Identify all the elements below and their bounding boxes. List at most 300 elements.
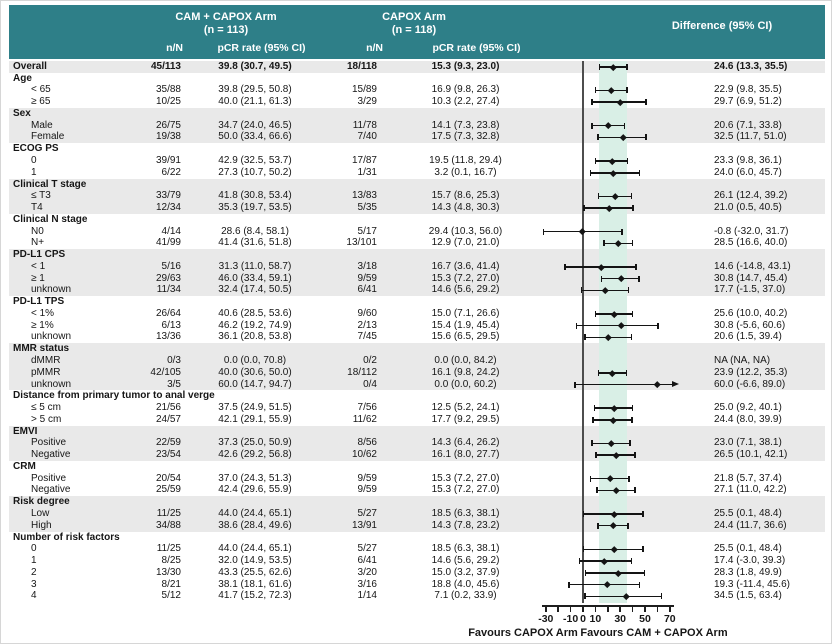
arm2-pcr-value: 12.5 (5.2, 24.1) (431, 402, 500, 414)
arm1-pcr-value: 37.0 (24.3, 51.3) (218, 472, 292, 484)
ci-plot-cell (536, 73, 706, 85)
arm2-pcr-value: 14.3 (4.8, 30.3) (431, 202, 500, 214)
arm2-nN-value: 7/40 (357, 131, 377, 143)
point-estimate-marker (617, 99, 623, 105)
arm1-nN-value: 11/34 (156, 284, 181, 296)
arm1-nN-value: 19/38 (155, 131, 181, 143)
arm2-nN-value: 9/59 (357, 272, 377, 284)
ci-plot-cell (536, 226, 706, 238)
table-row (9, 461, 825, 473)
arm2-pcr-value: 12.9 (7.0, 21.0) (431, 237, 500, 249)
arm1-pcr-value: 0.0 (0.0, 70.8) (223, 355, 287, 367)
arm2-nN-value: 2/13 (357, 319, 377, 331)
arm1-pcr-value: 37.5 (24.9, 51.5) (218, 402, 292, 414)
arm2-sample-size: (n = 118) (391, 24, 437, 36)
row-label: Low (31, 507, 50, 519)
axis-tick-label: -10 (563, 613, 579, 625)
axis-tick (644, 605, 646, 612)
arm1-nN-value: 34/88 (155, 519, 181, 531)
row-label: Positive (31, 437, 67, 449)
ci-lower-cap (576, 323, 578, 329)
difference-value: 24.4 (11.7, 36.6) (714, 519, 787, 531)
arm2-pcr-value: 15.7 (8.6, 25.3) (431, 190, 500, 202)
table-row (9, 438, 825, 450)
row-label: T4 (31, 202, 43, 214)
difference-value: 14.6 (-14.8, 43.1) (714, 260, 791, 272)
ci-upper-cap (626, 370, 628, 376)
row-label: CRM (13, 460, 36, 472)
arm1-nN-value: 13/30 (155, 566, 181, 578)
ci-upper-cap (632, 311, 634, 317)
arm2-nN-value: 11/78 (352, 119, 377, 131)
ci-lower-cap (592, 417, 594, 423)
favours-left-label: Favours CAPOX Arm (468, 627, 578, 639)
arm2-nN-value: 3/18 (357, 260, 377, 272)
ci-upper-cap (645, 99, 647, 105)
arm1-nN-value: 0/3 (167, 355, 181, 367)
arm1-nN-value: 20/54 (155, 472, 181, 484)
arm2-pcr-value: 14.3 (6.4, 26.2) (431, 437, 500, 449)
arm1-pcr-value: 43.3 (25.5, 62.6) (218, 566, 292, 578)
difference-value: 24.0 (6.0, 45.7) (714, 166, 782, 178)
difference-value: 23.0 (7.1, 38.1) (714, 437, 782, 449)
table-row (9, 320, 825, 332)
row-label: 3 (31, 578, 37, 590)
difference-value: 19.3 (-11.4, 45.6) (714, 578, 790, 590)
axis-tick-label: 0 (580, 613, 586, 625)
ci-lower-cap (564, 264, 566, 270)
row-label: 1 (31, 166, 37, 178)
axis-tick (669, 605, 671, 612)
point-estimate-marker (610, 417, 616, 423)
ci-plot-cell (536, 190, 706, 202)
table-row (9, 532, 825, 544)
arm2-nN-value: 9/59 (357, 484, 377, 496)
difference-value: 21.8 (5.7, 37.4) (714, 472, 782, 484)
axis-tick-label: 30 (614, 613, 627, 625)
point-estimate-marker (604, 581, 610, 587)
point-estimate-marker (598, 264, 604, 270)
table-row (9, 120, 825, 132)
point-estimate-marker (618, 275, 624, 281)
ci-upper-cap (628, 476, 630, 482)
arm1-pcr-value: 32.4 (17.4, 50.5) (218, 284, 292, 296)
arm1-nN-value: 21/56 (155, 402, 181, 414)
difference-value: 23.9 (12.2, 35.3) (714, 366, 788, 378)
arm1-nN-value: 39/91 (155, 155, 181, 166)
arm1-pcr-column-header: pCR rate (95% CI) (217, 42, 306, 54)
point-estimate-marker (607, 475, 613, 481)
point-estimate-marker (579, 228, 585, 234)
arm1-pcr-value: 42.4 (29.6, 55.9) (218, 484, 292, 496)
ci-upper-cap (661, 593, 663, 599)
axis-tick (582, 605, 584, 612)
arm2-nN-value: 18/112 (347, 366, 377, 378)
difference-value: 22.9 (9.8, 35.5) (714, 84, 782, 96)
arm2-nN-value: 0/4 (363, 378, 377, 390)
arm2-pcr-value: 3.2 (0.1, 16.7) (434, 166, 497, 178)
arm2-nN-value: 1/14 (357, 590, 377, 602)
difference-value: 27.1 (11.0, 42.2) (714, 484, 787, 496)
ci-plot-cell (536, 496, 706, 508)
axis-tick-label: 50 (639, 613, 651, 625)
arm1-nN-value: 13/36 (155, 331, 181, 343)
axis-tick (607, 605, 609, 612)
ci-lower-cap (598, 370, 600, 376)
difference-value: 20.6 (1.5, 39.4) (714, 331, 782, 343)
arm2-nN-value: 3/20 (357, 566, 377, 578)
table-row (9, 367, 825, 379)
table-row (9, 579, 825, 591)
arm1-nN-value: 29/63 (155, 272, 181, 284)
arm2-pcr-value: 10.3 (2.2, 27.4) (431, 96, 500, 108)
difference-header: Difference (95% CI) (671, 20, 773, 32)
difference-value: -0.8 (-32.0, 31.7) (714, 225, 789, 237)
ci-upper-cap (627, 523, 629, 529)
ci-lower-cap (591, 99, 593, 105)
arm1-pcr-value: 31.3 (11.0, 58.7) (218, 260, 292, 272)
arm2-nN-value: 6/41 (357, 555, 377, 567)
ci-plot-cell (536, 285, 706, 297)
row-label: 0 (31, 543, 37, 555)
point-estimate-marker (609, 370, 615, 376)
ci-lower-cap (595, 311, 597, 317)
ci-upper-cap (639, 582, 641, 588)
arm1-pcr-value: 35.3 (19.7, 53.5) (218, 202, 292, 214)
arm1-pcr-value: 41.4 (31.6, 51.8) (218, 237, 292, 249)
row-label: Negative (31, 484, 71, 496)
difference-value: NA (NA, NA) (714, 355, 771, 367)
difference-value: 17.4 (-3.0, 39.3) (714, 555, 786, 567)
axis-tick (557, 605, 559, 612)
arm1-pcr-value: 28.6 (8.4, 58.1) (221, 225, 289, 237)
arm1-nN-value: 41/99 (155, 237, 181, 249)
table-row (9, 567, 825, 579)
table-row (9, 96, 825, 108)
arm1-title: CAM + CAPOX Arm (175, 11, 277, 23)
ci-plot-cell (536, 108, 706, 120)
row-label: Negative (31, 449, 71, 461)
axis-tick (570, 605, 572, 612)
difference-value: 23.3 (9.8, 36.1) (714, 155, 782, 166)
ci-plot-cell (536, 543, 706, 555)
table-row (9, 73, 825, 85)
arm1-pcr-value: 44.0 (24.4, 65.1) (218, 507, 292, 519)
ci-plot-cell (536, 567, 706, 579)
point-estimate-marker (615, 570, 621, 576)
ci-lower-cap (590, 170, 592, 176)
table-row (9, 402, 825, 414)
arm1-pcr-value: 41.8 (30.8, 53.4) (218, 190, 292, 202)
point-estimate-marker (602, 287, 608, 293)
arm1-pcr-value: 32.0 (14.9, 53.5) (218, 555, 292, 567)
arm1-nN-value: 8/21 (161, 578, 181, 590)
ci-plot-cell (536, 438, 706, 450)
table-row (9, 132, 825, 144)
arm1-pcr-value: 40.0 (21.1, 61.3) (218, 96, 292, 108)
table-row (9, 520, 825, 532)
point-estimate-marker (610, 64, 616, 70)
difference-value: 25.5 (0.1, 48.4) (714, 543, 782, 555)
ci-upper-cap (628, 287, 630, 293)
row-label: ECOG PS (13, 143, 59, 155)
arm2-nN-value: 13/91 (351, 519, 377, 531)
point-estimate-marker (613, 452, 619, 458)
table-row (9, 226, 825, 238)
arm1-nN-value: 6/13 (161, 319, 181, 331)
ci-plot-cell (536, 343, 706, 355)
row-label: 4 (31, 590, 37, 602)
ci-upper-cap (632, 205, 634, 211)
difference-value: 30.8 (-5.6, 60.6) (714, 319, 786, 331)
table-row (9, 108, 825, 120)
arm2-nN-value: 18/118 (346, 60, 377, 72)
row-label: 1 (31, 555, 37, 567)
table-row (9, 449, 825, 461)
arm2-pcr-value: 15.3 (7.2, 27.0) (431, 472, 500, 484)
row-label: ≥ 1% (31, 319, 54, 331)
ci-lower-cap (597, 134, 599, 140)
ci-upper-cap (638, 276, 640, 282)
ci-plot-cell (536, 414, 706, 426)
arm1-nN-value: 25/59 (155, 484, 181, 496)
point-estimate-marker (605, 123, 611, 129)
difference-value: 30.8 (14.7, 45.4) (714, 272, 788, 284)
ci-plot-cell (536, 120, 706, 132)
ci-upper-cap (626, 87, 628, 93)
point-estimate-marker (611, 405, 617, 411)
ci-plot-cell (536, 202, 706, 214)
difference-value: 24.4 (8.0, 39.9) (714, 413, 782, 425)
ci-plot-cell (536, 473, 706, 485)
arm1-nN-value: 12/34 (155, 202, 181, 214)
ci-plot-cell (536, 308, 706, 320)
arm2-pcr-value: 15.6 (6.5, 29.5) (431, 331, 500, 343)
ci-lower-cap (543, 229, 545, 235)
row-label: High (31, 519, 52, 531)
table-row (9, 249, 825, 261)
difference-value: 20.6 (7.1, 33.8) (714, 119, 782, 131)
arm2-pcr-value: 7.1 (0.2, 33.9) (434, 590, 497, 602)
ci-plot-cell (536, 461, 706, 473)
arm1-nN-value: 11/25 (156, 543, 181, 555)
axis-tick (619, 605, 621, 612)
arm2-pcr-value: 14.6 (5.6, 29.2) (431, 284, 500, 296)
arm2-pcr-value: 16.1 (9.8, 24.2) (431, 366, 500, 378)
difference-value: 60.0 (-6.6, 89.0) (714, 378, 786, 390)
difference-value: 28.3 (1.8, 49.9) (714, 566, 782, 578)
row-label: N+ (31, 237, 45, 249)
ci-plot-cell (536, 96, 706, 108)
arm2-pcr-value: 16.9 (9.8, 26.3) (431, 84, 500, 96)
difference-value: 17.7 (-1.5, 37.0) (714, 284, 786, 296)
arm2-nN-value: 10/62 (351, 449, 377, 461)
ci-lower-cap (599, 64, 601, 70)
ci-upper-cap (627, 158, 629, 164)
difference-value: 24.6 (13.3, 35.5) (714, 60, 788, 72)
table-row (9, 355, 825, 367)
arm1-nN-value: 35/88 (155, 84, 181, 96)
ci-lower-cap (581, 287, 583, 293)
point-estimate-marker (654, 381, 660, 387)
table-row (9, 155, 825, 167)
arm2-nN-value: 5/17 (357, 225, 377, 237)
arm1-nN-value: 4/14 (161, 225, 181, 237)
ci-upper-cap (644, 570, 646, 576)
ci-plot-cell (536, 579, 706, 591)
ci-plot-cell (536, 367, 706, 379)
arm1-nN-value: 45/113 (150, 60, 181, 72)
table-row (9, 343, 825, 355)
arm2-pcr-value: 17.7 (9.2, 29.5) (431, 413, 500, 425)
arm1-nN-value: 26/75 (155, 119, 181, 131)
arm1-nN-value: 24/57 (155, 413, 181, 425)
ci-upper-cap (621, 229, 623, 235)
table-row (9, 473, 825, 485)
arm1-pcr-value: 38.6 (28.4, 49.6) (218, 519, 292, 531)
ci-lower-cap (597, 523, 599, 529)
arm2-pcr-value: 16.1 (8.0, 27.7) (431, 449, 500, 461)
ci-upper-cap (632, 405, 634, 411)
ci-lower-cap (585, 570, 587, 576)
arm2-nN-value: 17/87 (351, 155, 377, 166)
arm2-nN-value: 5/27 (357, 507, 377, 519)
ci-upper-cap (631, 193, 633, 199)
arm2-title: CAPOX Arm (382, 11, 446, 23)
arm2-header (309, 11, 519, 37)
difference-value: 29.7 (6.9, 51.2) (714, 96, 782, 108)
table-row (9, 202, 825, 214)
table-row (9, 179, 825, 191)
arm2-pcr-value: 14.6 (5.6, 29.2) (431, 555, 500, 567)
ci-plot-cell (536, 485, 706, 497)
table-row (9, 167, 825, 179)
row-label: unknown (31, 378, 72, 390)
ci-lower-cap (594, 405, 596, 411)
ci-plot-cell (536, 167, 706, 179)
arm1-pcr-value: 34.7 (24.0, 46.5) (218, 119, 292, 131)
row-label: 2 (31, 566, 37, 578)
row-label: unknown (31, 284, 72, 296)
arm1-nN-value: 23/54 (155, 449, 181, 461)
ci-plot-cell (536, 320, 706, 332)
arm1-nN-value: 5/12 (161, 590, 181, 602)
table-row (9, 543, 825, 555)
point-estimate-marker (620, 134, 626, 140)
arm1-nN-value: 10/25 (155, 96, 181, 108)
table-row (9, 379, 825, 391)
table-row (9, 273, 825, 285)
ci-plot-cell (536, 508, 706, 520)
arm2-nN-value: 5/35 (357, 202, 377, 214)
difference-value: 26.1 (12.4, 39.2) (714, 190, 788, 202)
favours-right-label: Favours CAM + CAPOX Arm (580, 627, 728, 639)
ci-plot-cell (536, 402, 706, 414)
ci-upper-cap (642, 546, 644, 552)
arm2-nN-value: 11/62 (352, 413, 377, 425)
ci-lower-cap (590, 476, 592, 482)
arm1-nN-value: 33/79 (155, 190, 181, 202)
ci-lower-cap (568, 582, 570, 588)
axis-tick (595, 605, 597, 612)
table-row (9, 190, 825, 202)
difference-value: 26.5 (10.1, 42.1) (714, 449, 788, 461)
ci-plot-cell (536, 155, 706, 167)
arm1-pcr-value: 44.0 (24.4, 65.1) (218, 543, 292, 555)
row-label: Distance from primary tumor to anal verge (13, 390, 215, 402)
ci-plot-cell (536, 273, 706, 285)
arm1-pcr-value: 42.9 (32.5, 53.7) (218, 155, 292, 166)
ci-upper-cap (626, 64, 628, 70)
arm1-sample-size: (n = 113) (203, 24, 249, 36)
arm1-pcr-value: 38.1 (18.1, 61.6) (218, 578, 292, 590)
arm2-nN-value: 9/59 (357, 472, 377, 484)
ci-upper-cap (634, 487, 636, 493)
arm2-nN-value: 6/41 (357, 284, 377, 296)
table-row (9, 332, 825, 344)
arm1-nN-value: 8/25 (161, 555, 181, 567)
arm1-pcr-value: 60.0 (14.7, 94.7) (218, 378, 292, 390)
arm2-pcr-value: 16.7 (3.6, 41.4) (431, 260, 500, 272)
arm2-nN-value: 3/29 (357, 96, 377, 108)
ci-plot-cell (536, 390, 706, 402)
ci-plot-cell (536, 426, 706, 438)
difference-value: 25.0 (9.2, 40.1) (714, 402, 782, 414)
arm2-pcr-value: 17.5 (7.3, 32.8) (431, 131, 500, 143)
ci-plot-cell (536, 355, 706, 367)
table-row (9, 261, 825, 273)
table-row (9, 85, 825, 97)
arm2-nN-value: 9/60 (357, 307, 377, 319)
table-row (9, 590, 825, 602)
arm1-pcr-value: 50.0 (33.4, 66.6) (218, 131, 292, 143)
axis-tick-label: 10 (589, 613, 602, 625)
row-label: Age (13, 72, 32, 84)
point-estimate-marker (612, 311, 618, 317)
arm1-pcr-value: 36.1 (20.8, 53.8) (218, 331, 292, 343)
arm2-nN-value: 13/101 (346, 237, 377, 249)
arm2-pcr-value: 18.5 (6.3, 38.1) (431, 507, 500, 519)
row-label: ≥ 1 (31, 272, 45, 284)
arm1-pcr-value: 27.3 (10.7, 50.2) (218, 166, 292, 178)
ci-lower-cap (583, 205, 585, 211)
ci-plot-cell (536, 61, 706, 73)
ci-lower-cap (595, 87, 597, 93)
table-row (9, 555, 825, 567)
ci-lower-cap (583, 546, 585, 552)
arm1-pcr-value: 46.0 (33.4, 59.1) (218, 272, 292, 284)
row-label: EMVI (13, 425, 38, 437)
ci-plot-cell (536, 332, 706, 344)
arm2-pcr-value: 14.3 (7.8, 23.2) (431, 519, 500, 531)
arm2-pcr-value: 15.3 (9.3, 23.0) (431, 60, 500, 72)
difference-value: 34.5 (1.5, 63.4) (714, 590, 782, 602)
axis-tick (632, 605, 634, 612)
row-label: < 65 (31, 84, 51, 96)
arm2-nN-value: 0/2 (363, 355, 377, 367)
arm1-nN-value: 3/5 (167, 378, 181, 390)
arm2-nN-value: 8/56 (357, 437, 377, 449)
row-label: ≤ T3 (31, 190, 51, 202)
ci-plot-cell (536, 520, 706, 532)
arm2-pcr-value: 14.1 (7.3, 23.8) (431, 119, 500, 131)
row-label: Positive (31, 472, 67, 484)
arm1-nN-value: 5/16 (161, 260, 181, 272)
ci-lower-cap (591, 440, 593, 446)
table-row (9, 143, 825, 155)
row-label: 0 (31, 155, 37, 166)
ci-lower-cap (583, 511, 585, 517)
